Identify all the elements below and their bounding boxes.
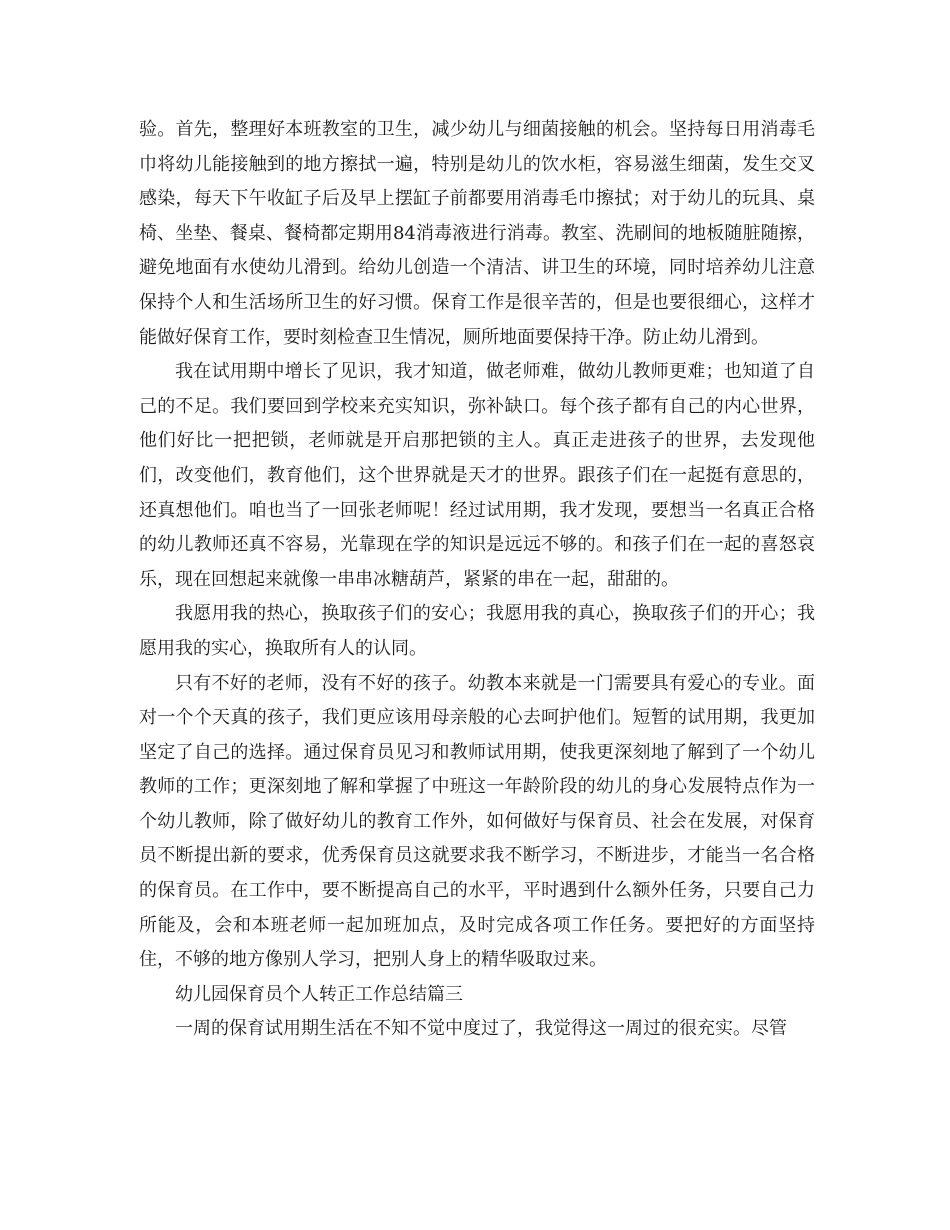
section-heading: 幼儿园保育员个人转正工作总结篇三 [175, 983, 463, 1005]
paragraph-week-summary: 一周的保育试用期生活在不知不觉中度过了，我觉得这一周过的很充实。尽管 [175, 1018, 787, 1040]
paragraph-wishes: 我愿用我的热心，换取孩子们的安心；我愿用我的真心，换取孩子们的开心；我愿用我的实心，换取所有人的认同。 [139, 603, 815, 659]
paragraph-trial-experience: 我在试用期中增长了见识，我才知道，做老师难，做幼儿教师更难；也知道了自己的不足。我们要回到学校来充实知识，弥补缺口。每个孩子都有自己的内心世界，他们好比一把把锁，老师就是开启那把锁的主人。真正走进孩子的世界，去发现他们，改变他们，教育他们，这个世界就是天才的世界。跟孩子们在一起挺有意思的，还真想他们。咱也当了一回张老师呢！经过试用期，我才发现，要想当一名真正合格的幼儿教师还真不容易，光靠现在学的知识是远远不够的。和孩子们在一起的喜怒哀乐，现在回想起来就像一串串冰糖葫芦，紧紧的串在一起，甜甜的。 [139, 361, 815, 590]
paragraph-continued-hygiene: 验。首先，整理好本班教室的卫生，减少幼儿与细菌接触的机会。坚持每日用消毒毛巾将幼儿能接触到的地方擦拭一遍，特别是幼儿的饮水柜，容易滋生细菌，发生交叉感染，每天下午收缸子后及早上摆缸子前都要用消毒毛巾擦拭；对于幼儿的玩具、桌椅、坐垫、餐桌、餐椅都定期用84消毒液进行消毒。教室、洗刷间的地板随脏随擦，避免地面有水使幼儿滑到。给幼儿创造一个清洁、讲卫生的环境，同时培养幼儿注意保持个人和生活场所卫生的好习惯。保育工作是很辛苦的，但是也要很细心，这样才能做好保育工作，要时刻检查卫生情况，厕所地面要保持干净。防止幼儿滑到。 [139, 119, 815, 348]
document-page [139, 113, 815, 1047]
paragraph-good-teacher: 只有不好的老师，没有不好的孩子。幼教本来就是一门需要具有爱心的专业。面对一个个天真的孩子，我们更应该用母亲般的心去呵护他们。短暂的试用期，我更加坚定了自己的选择。通过保育员见习和教师试用期，使我更深刻地了解到了一个幼儿教师的工作；更深刻地了解和掌握了中班这一年龄阶段的幼儿的身心发展特点作为一个幼儿教师，除了做好幼儿的教育工作外，如何做好与保育员、社会在发展，对保育员不断提出新的要求，优秀保育员这就要求我不断学习，不断进步，才能当一名合格的保育员。在工作中，要不断提高自己的水平，平时遇到什么额外任务，只要自己力所能及，会和本班老师一起加班加点，及时完成各项工作任务。要把好的方面坚持住，不够的地方像别人学习，把别人身上的精华吸取过来。 [139, 672, 815, 971]
